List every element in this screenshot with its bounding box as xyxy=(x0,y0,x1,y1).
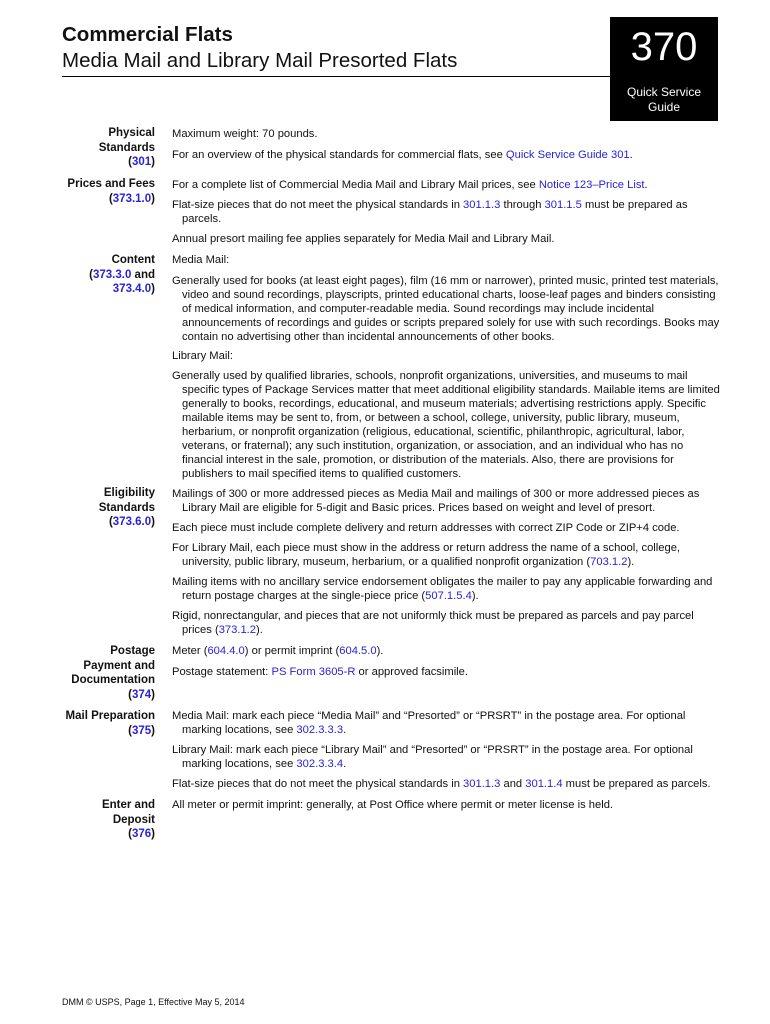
heading-eligibility-standards: Eligibility Standards (373.6.0) xyxy=(98,487,155,528)
paragraph: Maximum weight: 70 pounds. xyxy=(172,128,318,140)
link-301[interactable]: 301 xyxy=(131,156,152,168)
link-302-3-3-3[interactable]: 302.3.3.3 xyxy=(296,724,344,736)
paragraph: Mailing items with no ancillary service endorsement obligates the mailer to pay any applicable forwarding and return postage charges at the single-piece price (507.1.5.4). xyxy=(172,576,713,602)
paragraph: Media Mail: xyxy=(172,254,230,266)
link-373-4-0[interactable]: 373.4.0 xyxy=(112,283,152,295)
page-footer: DMM © USPS, Page 1, Effective May 5, 2014 xyxy=(62,997,245,1007)
paragraph: For Library Mail, each piece must show in the address or return address the name of a school, college, university, public library, museum, herbarium, or a qualified nonprofit organization (703.1.2). xyxy=(172,542,681,568)
section-number: 370 xyxy=(630,25,698,69)
link-302-3-3-4[interactable]: 302.3.3.4 xyxy=(296,758,344,770)
link-301-1-3[interactable]: 301.1.3 xyxy=(463,778,501,790)
paragraph: Annual presort mailing fee applies separately for Media Mail and Library Mail. xyxy=(172,233,555,245)
heading-content: Content (373.3.0 and 373.4.0) xyxy=(89,254,155,295)
paragraph: Media Mail: mark each piece “Media Mail” and “Presorted” or “PRSRT” in the postage area. For optional marking locations, see 302.3.3.3. xyxy=(172,710,686,736)
paragraph: Rigid, nonrectangular, and pieces that are not uniformly thick must be prepared as parcels and pay parcel prices (373.1.2). xyxy=(172,610,694,636)
link-quick-service-guide-301[interactable]: Quick Service Guide 301 xyxy=(505,149,630,161)
paragraph: Flat-size pieces that do not meet the physical standards in 301.1.3 and 301.1.4 must be prepared as parcels. xyxy=(172,778,711,790)
tab-label-line2: Guide xyxy=(647,100,681,114)
section-tab xyxy=(610,17,718,121)
link-373-6-0[interactable]: 373.6.0 xyxy=(112,516,152,528)
link-notice-123[interactable]: Notice 123–Price List xyxy=(538,179,645,191)
link-374[interactable]: 374 xyxy=(131,688,152,701)
paragraph: Library Mail: mark each piece “Library Mail” and “Presorted” or “PRSRT” in the postage area. For optional marking locations, see 302.3.3.4. xyxy=(172,744,693,770)
link-375[interactable]: 375 xyxy=(131,724,152,737)
paragraph: Meter (604.4.0) or permit imprint (604.5.0). xyxy=(172,645,384,657)
link-604-5-0[interactable]: 604.5.0 xyxy=(339,645,377,657)
link-373-3-0[interactable]: 373.3.0 xyxy=(92,268,132,281)
paragraph: Each piece must include complete delivery and return addresses with correct ZIP Code or ZIP+4 code. xyxy=(172,522,680,534)
heading-postage-payment: Postage Payment and Documentation (374) xyxy=(71,645,155,701)
link-301-1-5[interactable]: 301.1.5 xyxy=(544,199,582,211)
heading-enter-and-deposit: Enter and Deposit (376) xyxy=(101,799,155,840)
link-301-1-3[interactable]: 301.1.3 xyxy=(463,199,501,211)
paragraph: For an overview of the physical standards for commercial flats, see Quick Service Guide 301. xyxy=(172,149,633,161)
paragraph: All meter or permit imprint: generally, at Post Office where permit or meter license is held. xyxy=(172,799,614,811)
link-376[interactable]: 376 xyxy=(131,828,152,840)
link-373-1-2[interactable]: 373.1.2 xyxy=(218,624,257,636)
paragraph: Generally used for books (at least eight pages), film (16 mm or narrower), printed music, printed test materials, video and sound recordings, playscripts, printed educational charts, loose-leaf pages and binders consisting of medical information, and computer-readable media. Sound recordings may include incidental announcements of recordings and guides or scripts prepared solely for use with such recordings. Books may contain no advertising other than incidental announcements of other books. xyxy=(172,275,720,343)
paragraph: Mailings of 300 or more addressed pieces as Media Mail and mailings of 300 or more addressed pieces as Library Mail are eligible for 5-digit and Basic prices. Prices based on weight and level of presort. xyxy=(172,488,700,514)
page-title: Commercial Flats xyxy=(62,23,233,46)
link-373-1-0[interactable]: 373.1.0 xyxy=(112,192,152,205)
page-subtitle: Media Mail and Library Mail Presorted Flats xyxy=(62,49,458,72)
tab-label-line1: Quick Service xyxy=(626,85,702,99)
heading-mail-preparation: Mail Preparation (375) xyxy=(65,710,155,737)
link-ps-form-3605-r[interactable]: PS Form 3605-R xyxy=(271,666,356,678)
paragraph: Flat-size pieces that do not meet the physical standards in 301.1.3 through 301.1.5 must be prepared as parcels. xyxy=(172,199,688,225)
link-301-1-4[interactable]: 301.1.4 xyxy=(525,778,563,790)
link-604-4-0[interactable]: 604.4.0 xyxy=(207,645,245,657)
link-703-1-2[interactable]: 703.1.2 xyxy=(590,556,628,568)
paragraph: For a complete list of Commercial Media Mail and Library Mail prices, see Notice 123–Price List. xyxy=(172,179,648,191)
paragraph: Library Mail: xyxy=(172,350,233,362)
heading-physical-standards: Physical Standards (301) xyxy=(98,127,155,168)
heading-prices-and-fees: Prices and Fees (373.1.0) xyxy=(67,178,155,205)
paragraph: Postage statement: PS Form 3605-R or approved facsimile. xyxy=(172,666,469,678)
paragraph: Generally used by qualified libraries, schools, nonprofit organizations, universities, and museums to mail specific types of Package Services matter that meet additional eligibility standards. Mailable items are limited generally to books, recordings, educational, and museum materials; advertising restrictions apply. Specific mailable items may be sent to, from, or between a school, college, university, public library, museum, herbarium, or nonprofit organization (religious, educational, scientific, philanthropic, agricultural, labor, veterans, or fraternal); any such institution, organization, or association, and an individual who has no financial interest in the sale, promotion, or distribution of the materials. Also, there are provisions for publishers to mail specified items to qualified customers. xyxy=(172,370,720,480)
link-507-1-5-4[interactable]: 507.1.5.4 xyxy=(425,590,472,602)
